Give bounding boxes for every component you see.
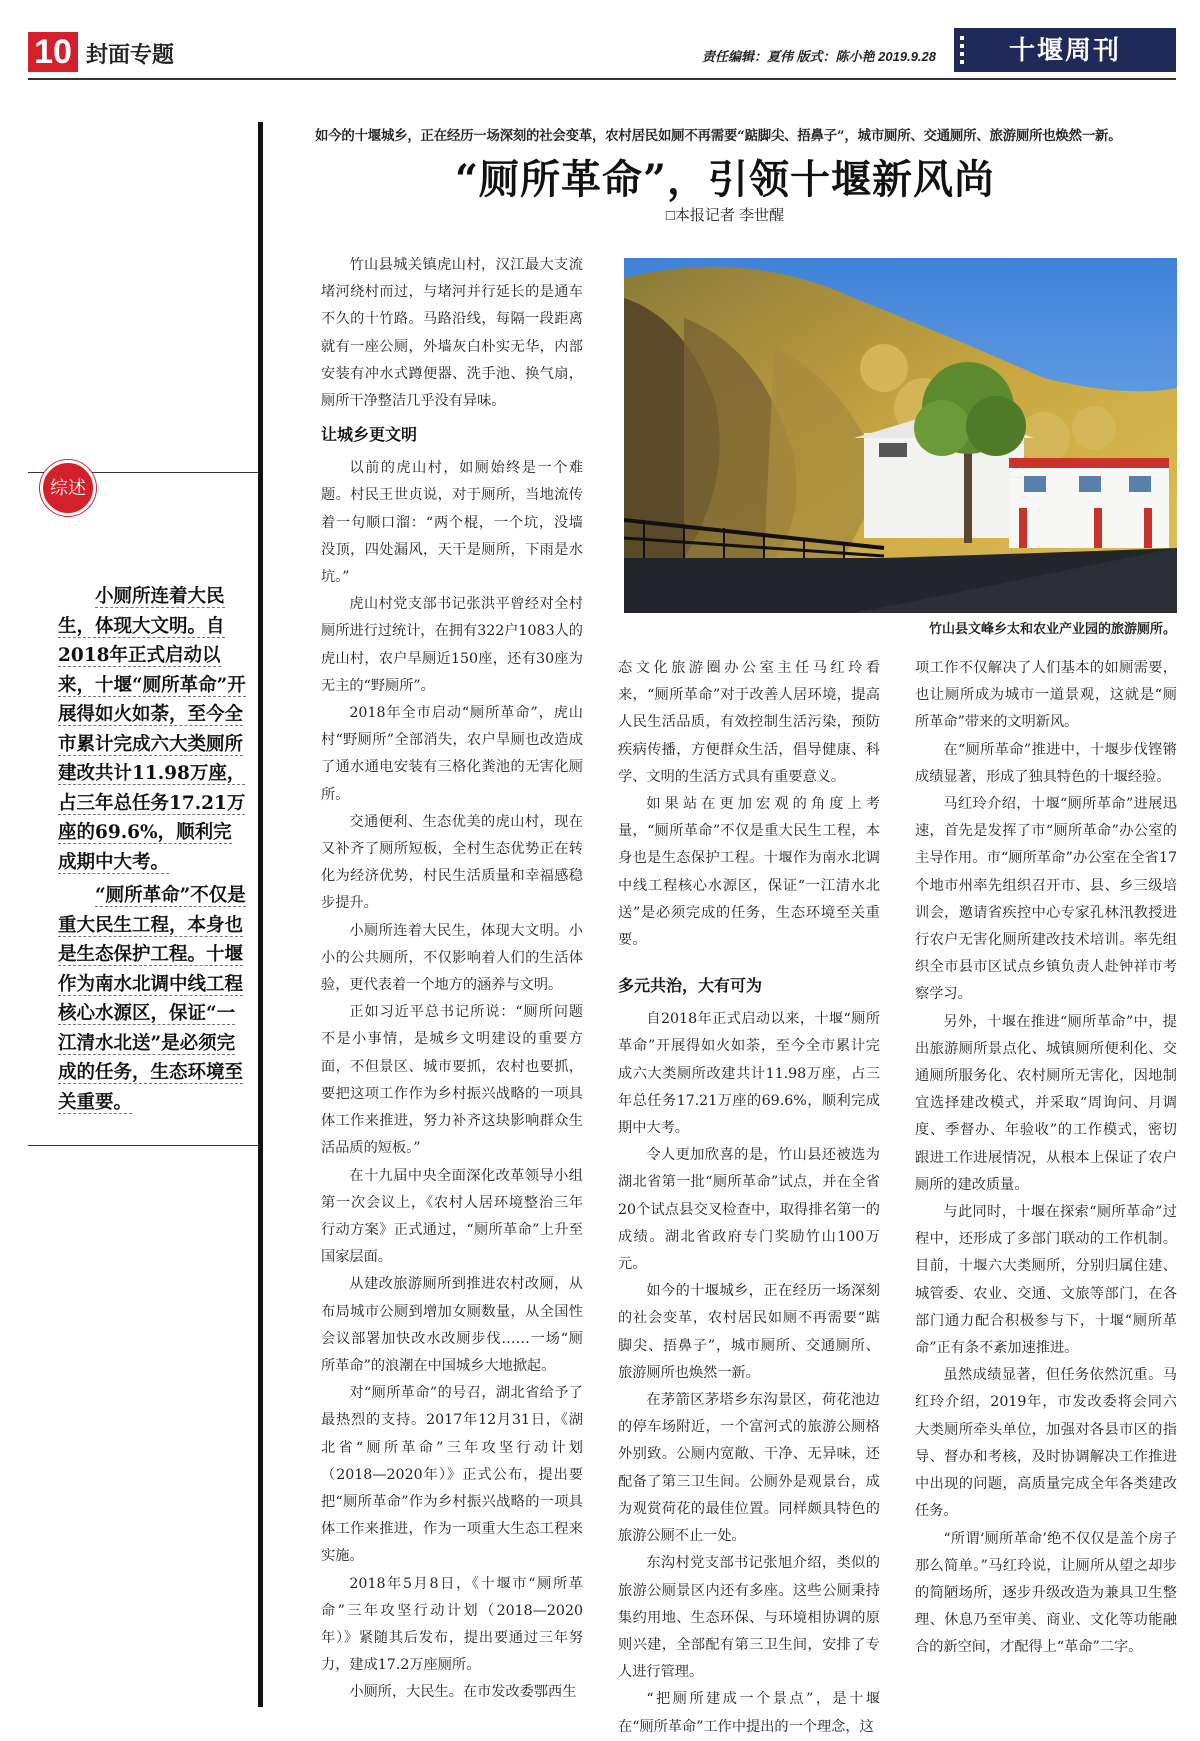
summary-badge: 综述 — [40, 460, 96, 516]
toilet-photo — [624, 258, 1177, 613]
body-paragraph: 在“厕所革命”推进中，十堰步伐铿锵成绩显著，形成了独具特色的十堰经验。 — [915, 741, 1177, 785]
body-paragraph: 在茅箭区茅塔乡东沟景区，荷花池边的停车场附近，一个富河式的旅游公厕格外别致。公厕内宽敞、干净、无异味，还配备了第三卫生间。公厕外是观景台，成为观赏荷花的最佳位置。同样颇具特色的旅游公厕不止一处。 — [618, 1392, 880, 1545]
article-column-1 — [321, 252, 583, 1707]
body-paragraph-continued: 态文化旅游圈办公室主任马红玲看来，“厕所革命”对于改善人居环境，提高人民生活品质，有效控制生活污染，预防疾病传播，方便群众生活，倡导健康、科学、文明的生活方式具有重要意义。 — [618, 660, 880, 785]
body-paragraph: “把厕所建成一个景点”，是十堰在“厕所革命”工作中提出的一个理念，这 — [618, 1691, 880, 1735]
article-lede: 如今的十堰城乡，正在经历一场深刻的社会变革，农村居民如厕不再需要“踮脚尖、捂鼻子”，城市厕所、交通厕所、旅游厕所也焕然一新。 — [315, 128, 1122, 144]
article-column-2 — [618, 655, 880, 1741]
editor-credits: 责任编辑：夏伟 版式：陈小艳 2019.9.28 — [701, 49, 936, 64]
section-heading: 让城乡更文明 — [321, 427, 418, 445]
header-divider — [28, 78, 1176, 80]
masthead-text: 十堰周刊 — [1008, 35, 1121, 65]
body-paragraph: 自2018年正式启动以来，十堰“厕所革命”开展得如火如荼，至今全市累计完成六大类厕所改建共计11.98万座，占三年总任务17.21万座的69.6%，顺利完成期中大考。 — [618, 1011, 880, 1137]
body-paragraph: 虎山村党支部书记张洪平曾经对全村厕所进行过统计，在拥有322户1083人的虎山村，农户旱厕近150座，还有30座为无主的“野厕所”。 — [321, 596, 583, 694]
body-paragraph: 如果站在更加宏观的角度上考量，“厕所革命”不仅是重大民生工程，本身也是生态保护工程。十堰作为南水北调中线工程核心水源区，保证“一江清水北送”是必须完成的任务，生态环境至关重要。 — [618, 796, 880, 949]
page-number: 10 — [28, 32, 78, 72]
body-paragraph: 小厕所连着大民生，体现大文明。小小的公共厕所，不仅影响着人们的生活体验，更代表着一个地方的涵养与文明。 — [321, 922, 583, 994]
body-paragraph: 从建改旅游厕所到推进农村改厕，从布局城市公厕到增加女厕数量，从全国性会议部署加快改水改厕步伐……一场“厕所革命”的浪潮在中国城乡大地掀起。 — [321, 1276, 583, 1374]
photo-caption: 竹山县文峰乡太和农业产业园的旅游厕所。 — [928, 621, 1176, 636]
page-header — [28, 28, 1176, 78]
body-paragraph: 正如习近平总书记所说：“厕所问题不是小事情，是城乡文明建设的重要方面，不但景区、城市要抓，农村也要抓，要把这项工作作为乡村振兴战略的一项具体工作来推进，努力补齐这块影响群众生活品质的短板。” — [321, 1004, 583, 1157]
body-paragraph: 竹山县城关镇虎山村，汉江最大支流堵河绕村而过，与堵河并行延长的是通车不久的十竹路。马路沿线，每隔一段距离就有一座公厕，外墙灰白朴实无华，内部安装有冲水式蹲便器、洗手池、换气扇，厕所干净整洁几乎没有异味。 — [321, 257, 583, 410]
summary-paragraph: 小厕所连着大民生，体现大文明。自2018年正式启动以来，十堰“厕所革命”开展得如火如荼，至今全市累计完成六大类厕所建改共计11.98万座，占三年总任务17.21万座的69.6%，顺利完成期中大考。 — [58, 586, 246, 873]
summary-paragraph: “厕所革命”不仅是重大民生工程，本身也是生态保护工程。十堰作为南水北调中线工程核心水源区，保证“一江清水北送”是必须完成的任务，生态环境至关重要。 — [58, 885, 246, 1113]
body-paragraph-continued: 项工作不仅解决了人们基本的如厕需要，也让厕所成为城市一道景观，这就是“厕所革命”带来的文明新风。 — [915, 660, 1177, 731]
article-headline: “厕所革命”，引领十堰新风尚 — [454, 156, 995, 203]
body-paragraph: 与此同时，十堰在探索“厕所革命”过程中，还形成了多部门联动的工作机制。目前，十堰六大类厕所，分别归属住建、城管委、农业、交通、文旅等部门，在各部门通力配合积极参与下，十堰“厕所革命”正有条不紊加速推进。 — [915, 1204, 1177, 1357]
body-paragraph: 交通便利、生态优美的虎山村，现在又补齐了厕所短板，全村生态优势正在转化为经济优势，村民生活质量和幸福感稳步提升。 — [321, 813, 583, 912]
section-title: 封面专题 — [86, 42, 175, 67]
column-divider — [258, 122, 263, 1707]
body-paragraph: “所谓‘厕所革命’绝不仅仅是盖个房子那么简单。”马红玲说，让厕所从望之却步的简陋场所，逐步升级改造为兼具卫生整理、休息乃至审美、商业、文化等功能融合的新空间，才配得上“革命”二字。 — [915, 1530, 1177, 1656]
body-paragraph: 在十九届中央全面深化改革领导小组第一次会议上，《农村人居环境整治三年行动方案》正式通过，“厕所革命”上升至国家层面。 — [321, 1167, 583, 1266]
body-paragraph: 马红玲介绍，十堰“厕所革命”进展迅速，首先是发挥了市“厕所革命”办公室的主导作用。市“厕所革命”办公室在全省17个地市州率先组织召开市、县、乡三级培训会，邀请省疾控中心专家孔林汛教授进行农户无害化厕所建改技术培训。率先组织全市县市区试点乡镇负责人赴钟祥市考察学习。 — [915, 796, 1177, 1003]
body-paragraph: 如今的十堰城乡，正在经历一场深刻的社会变革，农村居民如厕不再需要“踮脚尖、捂鼻子”，城市厕所、交通厕所、旅游厕所也焕然一新。 — [618, 1283, 880, 1381]
body-paragraph: 2018年5月8日，《十堰市“厕所革命”三年攻坚行动计划（2018—2020年）》紧随其后发布，提出要通过三年努力，建成17.2万座厕所。 — [321, 1575, 583, 1674]
body-paragraph: 以前的虎山村，如厕始终是一个难题。村民王世贞说，对于厕所，当地流传着一句顺口溜：“两个棍，一个坑，没墙没顶，四处漏风，天干是厕所，下雨是水坑。” — [321, 460, 583, 586]
article-column-3 — [915, 655, 1177, 1662]
body-paragraph: 虽然成绩显著，但任务依然沉重。马红玲介绍，2019年，市发改委将会同六大类厕所牵头单位，加强对各县市区的指导、督办和考核，及时协调解决工作推进中出现的问题，高质量完成全年各类建改任务。 — [915, 1367, 1177, 1520]
masthead-logo — [954, 28, 1176, 72]
logo-dots — [960, 36, 964, 64]
summary-text — [58, 582, 246, 1121]
article-byline: □本报记者 李世醒 — [665, 207, 785, 224]
body-paragraph: 对“厕所革命”的号召，湖北省给予了最热烈的支持。2017年12月31日，《湖北省“厕所革命”三年攻坚行动计划（2018—2020年）》正式公布，提出要把“厕所革命”作为乡村振兴战略的一项具体工作来推进，作为一项重大生态工程来实施。 — [321, 1385, 583, 1565]
body-paragraph: 2018年全市启动“厕所革命”，虎山村“野厕所”全部消失，农户旱厕也改造成了通水通电安装有三格化粪池的无害化厕所。 — [321, 705, 583, 803]
body-paragraph: 小厕所，大民生。在市发改委鄂西生 — [349, 1684, 577, 1701]
body-paragraph: 东沟村党支部书记张旭介绍，类似的旅游公厕景区内还有多座。这些公厕秉持集约用地、生态环保、与环境相协调的原则兴建，全部配有第三卫生间，安排了专人进行管理。 — [618, 1555, 880, 1681]
body-paragraph: 另外，十堰在推进“厕所革命”中，提出旅游厕所景点化、城镇厕所便利化、交通厕所服务化、农村厕所无害化，因地制宜选择建改模式，并采取“周询问、月调度、季督办、年验收”的工作模式，密切跟进工作进展情况，从根本上保证了农户厕所的建改质量。 — [915, 1013, 1177, 1193]
body-paragraph: 令人更加欣喜的是，竹山县还被选为湖北省第一批“厕所革命”试点，并在全省20个试点县交叉检查中，取得排名第一的成绩。湖北省政府专门奖励竹山100万元。 — [618, 1147, 880, 1273]
section-heading: 多元共治，大有可为 — [618, 978, 763, 996]
